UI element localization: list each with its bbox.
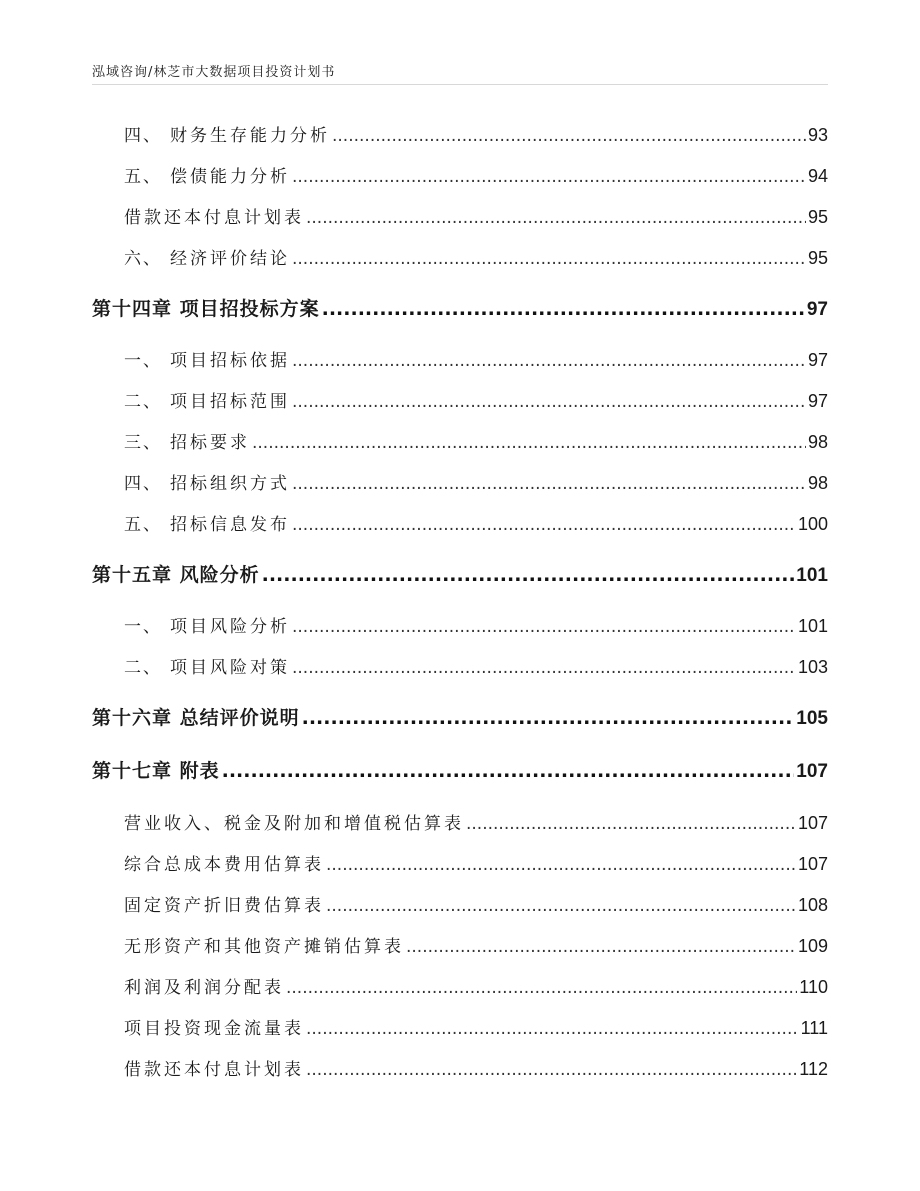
toc-dot-leader xyxy=(222,757,795,785)
toc-entry[interactable] xyxy=(124,164,828,188)
toc-entry-number: 一、 xyxy=(124,617,162,637)
toc-entry-number: 四、 xyxy=(124,126,162,146)
toc-chapter-page: 101 xyxy=(796,565,828,586)
toc-entry-page: 95 xyxy=(807,207,828,227)
toc-entry[interactable] xyxy=(124,512,828,536)
toc-entry[interactable] xyxy=(124,893,828,917)
toc-entry-title: 营业收入、税金及附加和增值税估算表 xyxy=(124,814,464,834)
toc-entry-page: 107 xyxy=(797,854,828,874)
toc-entry-number: 一、 xyxy=(124,351,162,371)
toc-entry-page: 101 xyxy=(797,616,828,636)
toc-entry-number: 二、 xyxy=(124,658,162,678)
toc-entry-title: 财务生存能力分析 xyxy=(170,126,330,146)
toc-entry[interactable] xyxy=(124,123,828,147)
toc-chapter-title: 第十七章 附表 xyxy=(92,760,220,782)
toc-entry-title: 项目招标范围 xyxy=(170,392,290,412)
toc-dot-leader xyxy=(332,124,806,148)
toc-dot-leader xyxy=(322,295,805,323)
toc-chapter-title: 第十六章 总结评价说明 xyxy=(92,707,300,729)
toc-entry[interactable] xyxy=(124,852,828,876)
toc-entry-number: 六、 xyxy=(124,249,162,269)
toc-entry[interactable] xyxy=(124,934,828,958)
toc-entry-page: 110 xyxy=(799,977,828,997)
toc-entry-title: 借款还本付息计划表 xyxy=(124,208,304,228)
toc-dot-leader xyxy=(306,1017,799,1041)
toc-entry-number: 五、 xyxy=(124,167,162,187)
toc-entry-page: 103 xyxy=(797,657,828,677)
toc-entry-number: 二、 xyxy=(124,392,162,412)
toc-entry-page: 112 xyxy=(799,1059,828,1079)
toc-entry-title: 偿债能力分析 xyxy=(170,167,290,187)
toc-entry[interactable] xyxy=(124,1057,828,1081)
toc-entry-number: 三、 xyxy=(124,433,162,453)
toc-dot-leader xyxy=(326,853,796,877)
toc-entry-title: 项目风险分析 xyxy=(170,617,290,637)
toc-entry[interactable] xyxy=(124,655,828,679)
toc-entry-title: 项目风险对策 xyxy=(170,658,290,678)
toc-entry[interactable] xyxy=(124,471,828,495)
toc-chapter-entry[interactable] xyxy=(92,561,828,589)
toc-dot-leader xyxy=(292,615,796,639)
toc-chapter-page: 107 xyxy=(796,761,828,782)
toc-entry[interactable] xyxy=(124,1016,828,1040)
toc-entry-title: 综合总成本费用估算表 xyxy=(124,855,324,875)
toc-dot-leader xyxy=(326,894,796,918)
toc-chapter-page: 105 xyxy=(796,708,828,729)
toc-entry[interactable] xyxy=(124,430,828,454)
toc-dot-leader xyxy=(292,513,796,537)
toc-chapter-entry[interactable] xyxy=(92,757,828,785)
toc-entry-title: 无形资产和其他资产摊销估算表 xyxy=(124,937,404,957)
toc-chapter-entry[interactable] xyxy=(92,295,828,323)
toc-entry-title: 固定资产折旧费估算表 xyxy=(124,896,324,916)
toc-entry[interactable] xyxy=(124,246,828,270)
toc-entry-page: 108 xyxy=(797,895,828,915)
running-header: 泓域咨询/林芝市大数据项目投资计划书 xyxy=(92,65,336,80)
toc-entry-title: 招标组织方式 xyxy=(170,474,290,494)
toc-dot-leader xyxy=(406,935,796,959)
toc-entry[interactable] xyxy=(124,348,828,372)
toc-dot-leader xyxy=(262,561,795,589)
toc-entry-page: 107 xyxy=(797,813,828,833)
toc-dot-leader xyxy=(292,349,806,373)
toc-entry-page: 98 xyxy=(807,473,828,493)
toc-dot-leader xyxy=(252,431,806,455)
toc-entry[interactable] xyxy=(124,389,828,413)
toc-entry-title: 项目投资现金流量表 xyxy=(124,1019,304,1039)
toc-entry-number: 五、 xyxy=(124,515,162,535)
toc-chapter-title: 第十四章 项目招投标方案 xyxy=(92,298,320,320)
toc-entry[interactable] xyxy=(124,205,828,229)
toc-entry-title: 招标要求 xyxy=(170,433,250,453)
toc-chapter-page: 97 xyxy=(806,299,828,320)
toc-entry-number: 四、 xyxy=(124,474,162,494)
toc-entry[interactable] xyxy=(124,975,828,999)
toc-entry-page: 97 xyxy=(807,350,828,370)
toc-entry-page: 109 xyxy=(797,936,828,956)
toc-entry-page: 95 xyxy=(807,248,828,268)
toc-entry-page: 100 xyxy=(797,514,828,534)
toc-entry-title: 经济评价结论 xyxy=(170,249,290,269)
toc-entry[interactable] xyxy=(124,614,828,638)
toc-chapter-title: 第十五章 风险分析 xyxy=(92,564,260,586)
toc-dot-leader xyxy=(292,390,806,414)
toc-entry-page: 98 xyxy=(807,432,828,452)
toc-entry-title: 利润及利润分配表 xyxy=(124,978,284,998)
toc-dot-leader xyxy=(306,1058,797,1082)
toc-entry-page: 111 xyxy=(800,1018,828,1038)
toc-dot-leader xyxy=(292,247,806,271)
toc-dot-leader xyxy=(302,704,795,732)
toc-dot-leader xyxy=(306,206,806,230)
toc-entry-page: 97 xyxy=(807,391,828,411)
toc-dot-leader xyxy=(292,165,806,189)
toc-dot-leader xyxy=(292,656,796,680)
toc-entry-page: 93 xyxy=(807,125,828,145)
toc-entry-title: 借款还本付息计划表 xyxy=(124,1060,304,1080)
toc-entry[interactable] xyxy=(124,811,828,835)
toc-dot-leader xyxy=(466,812,796,836)
toc-entry-page: 94 xyxy=(807,166,828,186)
toc-entry-title: 招标信息发布 xyxy=(170,515,290,535)
toc-dot-leader xyxy=(292,472,806,496)
toc-entry-title: 项目招标依据 xyxy=(170,351,290,371)
toc-dot-leader xyxy=(286,976,797,1000)
toc-chapter-entry[interactable] xyxy=(92,704,828,732)
